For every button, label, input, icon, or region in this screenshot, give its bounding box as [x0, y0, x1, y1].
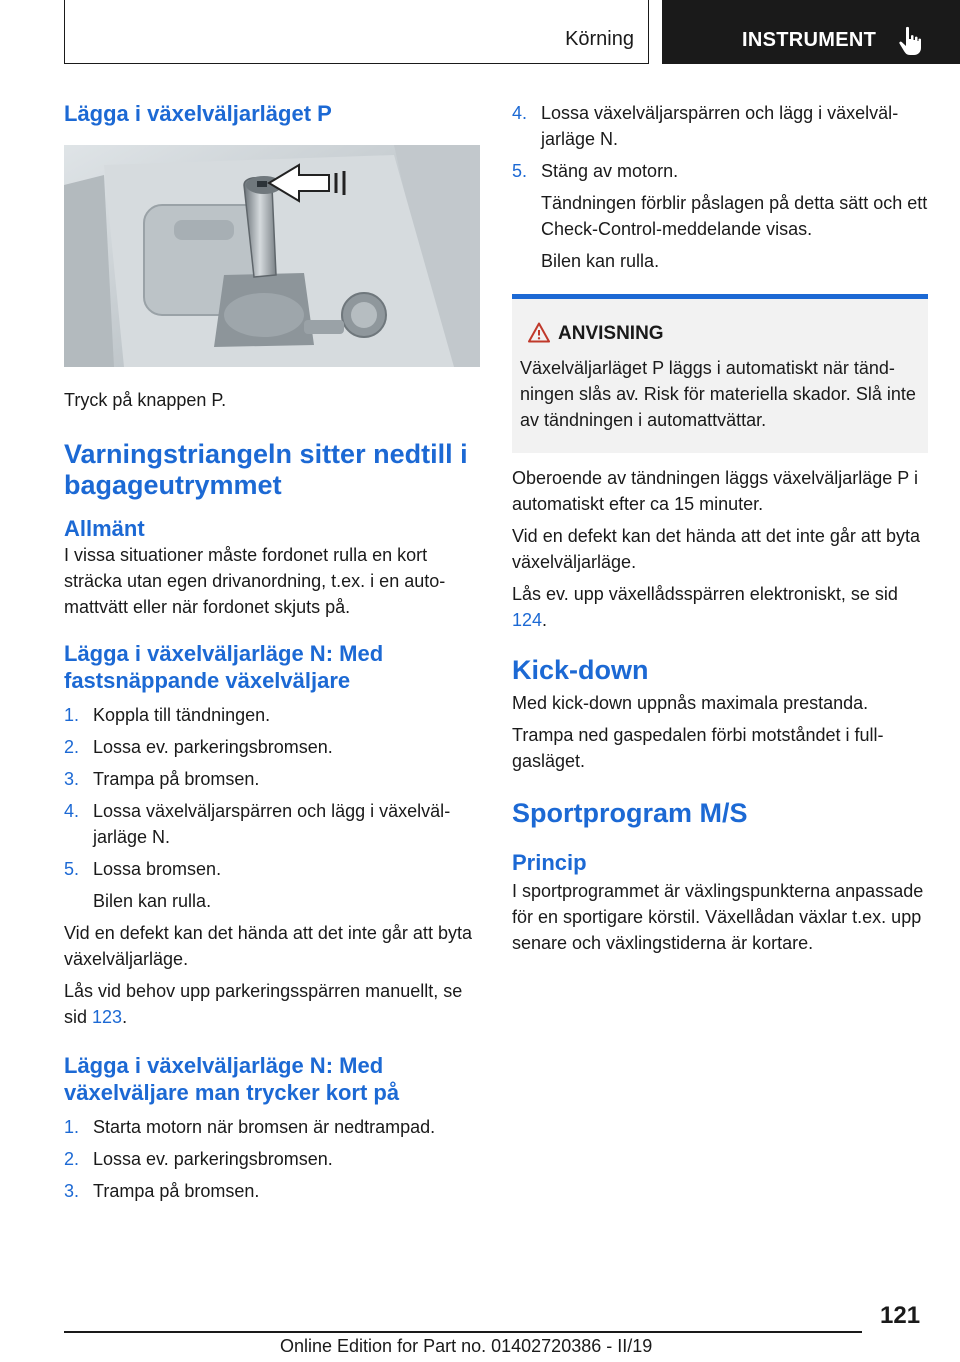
heading-park: Lägga i växelväljarläget P: [64, 101, 332, 126]
hand-pointer-icon: [897, 26, 923, 56]
list-item: 3. Trampa på bromsen.: [64, 769, 260, 789]
list2-note-ignition: Tändningen förblir påslagen på detta sätt och ett Check-Control-meddelande visas.: [541, 193, 928, 239]
unlock-text: Lås vid behov upp parkeringsspärren manuellt, se sid 123.: [64, 981, 463, 1027]
defect-text: Vid en defekt kan det hända att det inte går att byta växelväljarläge.: [64, 923, 472, 969]
heading-principle: Princip: [512, 850, 587, 875]
list-item: 3. Trampa på bromsen.: [64, 1181, 260, 1201]
chapter-title: Körning: [565, 28, 634, 50]
list-item: 2. Lossa ev. parkeringsbromsen.: [64, 737, 333, 757]
heading-warning-triangle: Varningstriangeln sitter nedtill i bagageutrymmet: [64, 439, 468, 500]
kickdown-text-2: Trampa ned gaspedalen förbi motståndet i fullgasläget.: [512, 725, 884, 771]
heading-kickdown: Kick-down: [512, 655, 649, 685]
page-link-123[interactable]: 123: [92, 1007, 123, 1027]
warning-triangle-icon: [528, 322, 550, 343]
gear-selector-photo: [64, 145, 480, 367]
footer-edition: Online Edition for Part no. 01402720386 - II/19: [280, 1336, 653, 1356]
kickdown-text-1: Med kick-down uppnås maximala prestanda.: [512, 693, 869, 713]
heading-n-short-press: Lägga i växelväljarläge N: Med växelväljare man trycker kort på: [64, 1053, 400, 1105]
header-chapter-box: [64, 0, 649, 64]
steps-list-2: [64, 1114, 481, 1204]
list-item: 1. Koppla till tändningen.: [64, 705, 271, 725]
footer-divider: [64, 1331, 862, 1333]
steps-list-2-continued: [512, 100, 928, 184]
section-title: INSTRUMENT: [742, 29, 877, 51]
page-link-124[interactable]: 124: [512, 610, 543, 630]
list-item: 5. Lossa bromsen.: [64, 859, 222, 879]
notice-text: Växelväljarläget P läggs i automatiskt när tändningen slås av. Risk för materiella skador. Slå inte av tändningen i automattvättar.: [520, 358, 916, 430]
principle-text: I sportprogrammet är växlingspunkterna anpassade för en sportigare körstil. Växellådan växlar t.ex. upp senare och växlingstiderna är kortare.: [512, 881, 924, 953]
header-section-box: [662, 0, 960, 64]
list-item: 4. Lossa växelväljarspärren och lägg i växelväljarläge N.: [64, 801, 451, 847]
list-item: 5. Stäng av motorn.: [512, 161, 679, 181]
list-item: 1. Starta motorn när bromsen är nedtrampad.: [64, 1117, 436, 1137]
page-number: 121: [880, 1302, 921, 1329]
figure-caption: Tryck på knappen P.: [64, 390, 227, 410]
gear-selector-illustration: [64, 145, 480, 367]
steps-list-1: [64, 702, 481, 882]
heading-sport-program: Sportprogram M/S: [512, 798, 748, 828]
unlock-text: Lås ev. upp växellådsspärren elektroniskt, se sid 124.: [512, 584, 898, 630]
heading-general: Allmänt: [64, 516, 145, 541]
defect-text: Vid en defekt kan det hända att det inte går att byta växelväljarläge.: [512, 526, 920, 572]
heading-n-stuck-selector: Lägga i växelväljarläge N: Med fastsnäppande växelväljare: [64, 641, 384, 693]
general-text: I vissa situationer måste fordonet rulla en kort sträcka utan egen drivanordning, t.ex. i en automattvätt eller när fordonet skjuts på.: [64, 545, 446, 617]
notice-box: [512, 294, 928, 453]
list2-note-roll: Bilen kan rulla.: [541, 251, 660, 271]
list1-note: Bilen kan rulla.: [93, 891, 212, 911]
notice-title: ANVISNING: [520, 321, 920, 347]
list-item: 2. Lossa ev. parkeringsbromsen.: [64, 1149, 333, 1169]
list-item: 4. Lossa växelväljarspärren och lägg i växelväljarläge N.: [512, 103, 899, 149]
auto-p-text: Oberoende av tändningen läggs växelväljarläge P i automatiskt efter ca 15 minuter.: [512, 468, 918, 514]
left-column: [64, 100, 481, 1210]
right-column: [512, 100, 928, 956]
